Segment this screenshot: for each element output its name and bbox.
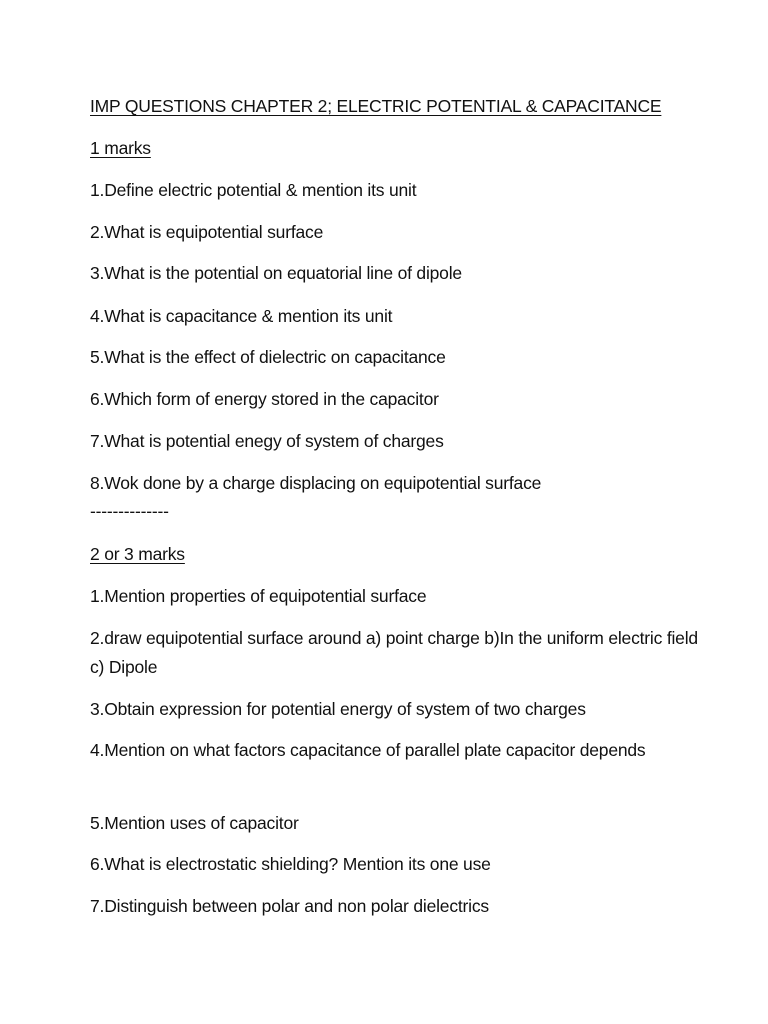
question-2m-7: 7.Distinguish between polar and non polar dielectrics bbox=[90, 896, 489, 916]
question-1m-3: 3.What is the potential on equatorial line of dipole bbox=[90, 263, 462, 283]
section-heading-2-or-3-marks: 2 or 3 marks bbox=[90, 544, 185, 564]
question-2m-6: 6.What is electrostatic shielding? Mention its one use bbox=[90, 854, 491, 874]
question-2m-4: 4.Mention on what factors capacitance of parallel plate capacitor depends bbox=[90, 740, 646, 760]
question-1m-1: 1.Define electric potential & mention its unit bbox=[90, 180, 417, 200]
question-2m-2: 2.draw equipotential surface around a) point charge b)In the uniform electric field c) Dipole bbox=[90, 628, 698, 677]
section-separator: -------------- bbox=[90, 501, 169, 521]
question-1m-6: 6.Which form of energy stored in the capacitor bbox=[90, 389, 439, 409]
question-1m-8: 8.Wok done by a charge displacing on equipotential surface bbox=[90, 473, 542, 493]
question-2m-3: 3.Obtain expression for potential energy of system of two charges bbox=[90, 699, 586, 719]
question-2m-1: 1.Mention properties of equipotential surface bbox=[90, 586, 427, 606]
question-1m-4: 4.What is capacitance & mention its unit bbox=[90, 306, 393, 326]
section-heading-1-marks: 1 marks bbox=[90, 138, 151, 158]
question-1m-5: 5.What is the effect of dielectric on capacitance bbox=[90, 347, 446, 367]
document-title: IMP QUESTIONS CHAPTER 2; ELECTRIC POTENTIAL & CAPACITANCE bbox=[90, 96, 662, 116]
question-2m-5: 5.Mention uses of capacitor bbox=[90, 813, 299, 833]
question-1m-7: 7.What is potential enegy of system of charges bbox=[90, 431, 444, 451]
question-1m-2: 2.What is equipotential surface bbox=[90, 222, 324, 242]
